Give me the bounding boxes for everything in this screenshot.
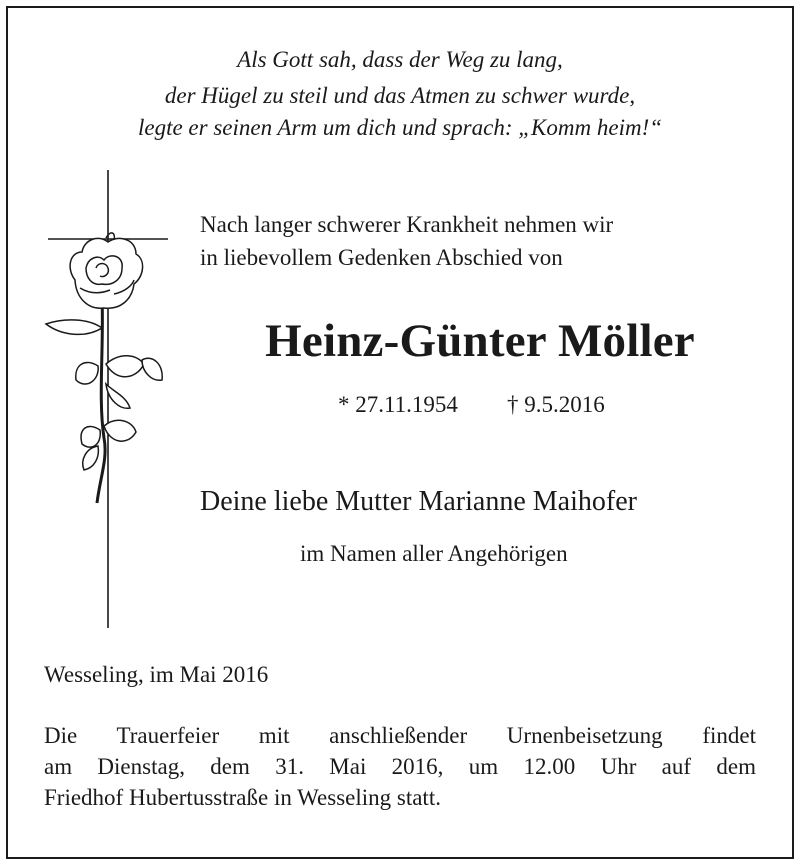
service-line-2: am Dienstag, dem 31. Mai 2016, um 12.00 Uhr auf dem xyxy=(44,754,756,779)
service-info xyxy=(44,720,756,813)
poem-line-2: der Hügel zu steil und das Atmen zu schwer wurde, xyxy=(164,83,636,108)
cross-icon xyxy=(48,170,168,628)
birth-date: * 27.11.1954 xyxy=(338,392,458,417)
intro-line-1: Nach langer schwerer Krankheit nehmen wir xyxy=(200,212,614,237)
poem-line-1: Als Gott sah, dass der Weg zu lang, xyxy=(237,47,563,72)
behalf-line: im Namen aller Angehörigen xyxy=(300,541,568,566)
signer-line: Deine liebe Mutter Marianne Maihofer xyxy=(200,486,637,517)
death-date: † 9.5.2016 xyxy=(507,392,605,417)
cross-rose-symbol xyxy=(40,168,175,628)
service-line-1: Die Trauerfeier mit anschließender Urnenbeisetzung findet xyxy=(44,723,756,748)
place-date: Wesseling, im Mai 2016 xyxy=(44,662,269,687)
deceased-name: Heinz-Günter Möller xyxy=(265,315,695,367)
service-line-3: Friedhof Hubertusstraße in Wesseling statt. xyxy=(44,785,441,810)
poem-line-3: legte er seinen Arm um dich und sprach: „Komm heim!“ xyxy=(137,115,663,140)
intro-line-2: in liebevollem Gedenken Abschied von xyxy=(200,245,563,270)
